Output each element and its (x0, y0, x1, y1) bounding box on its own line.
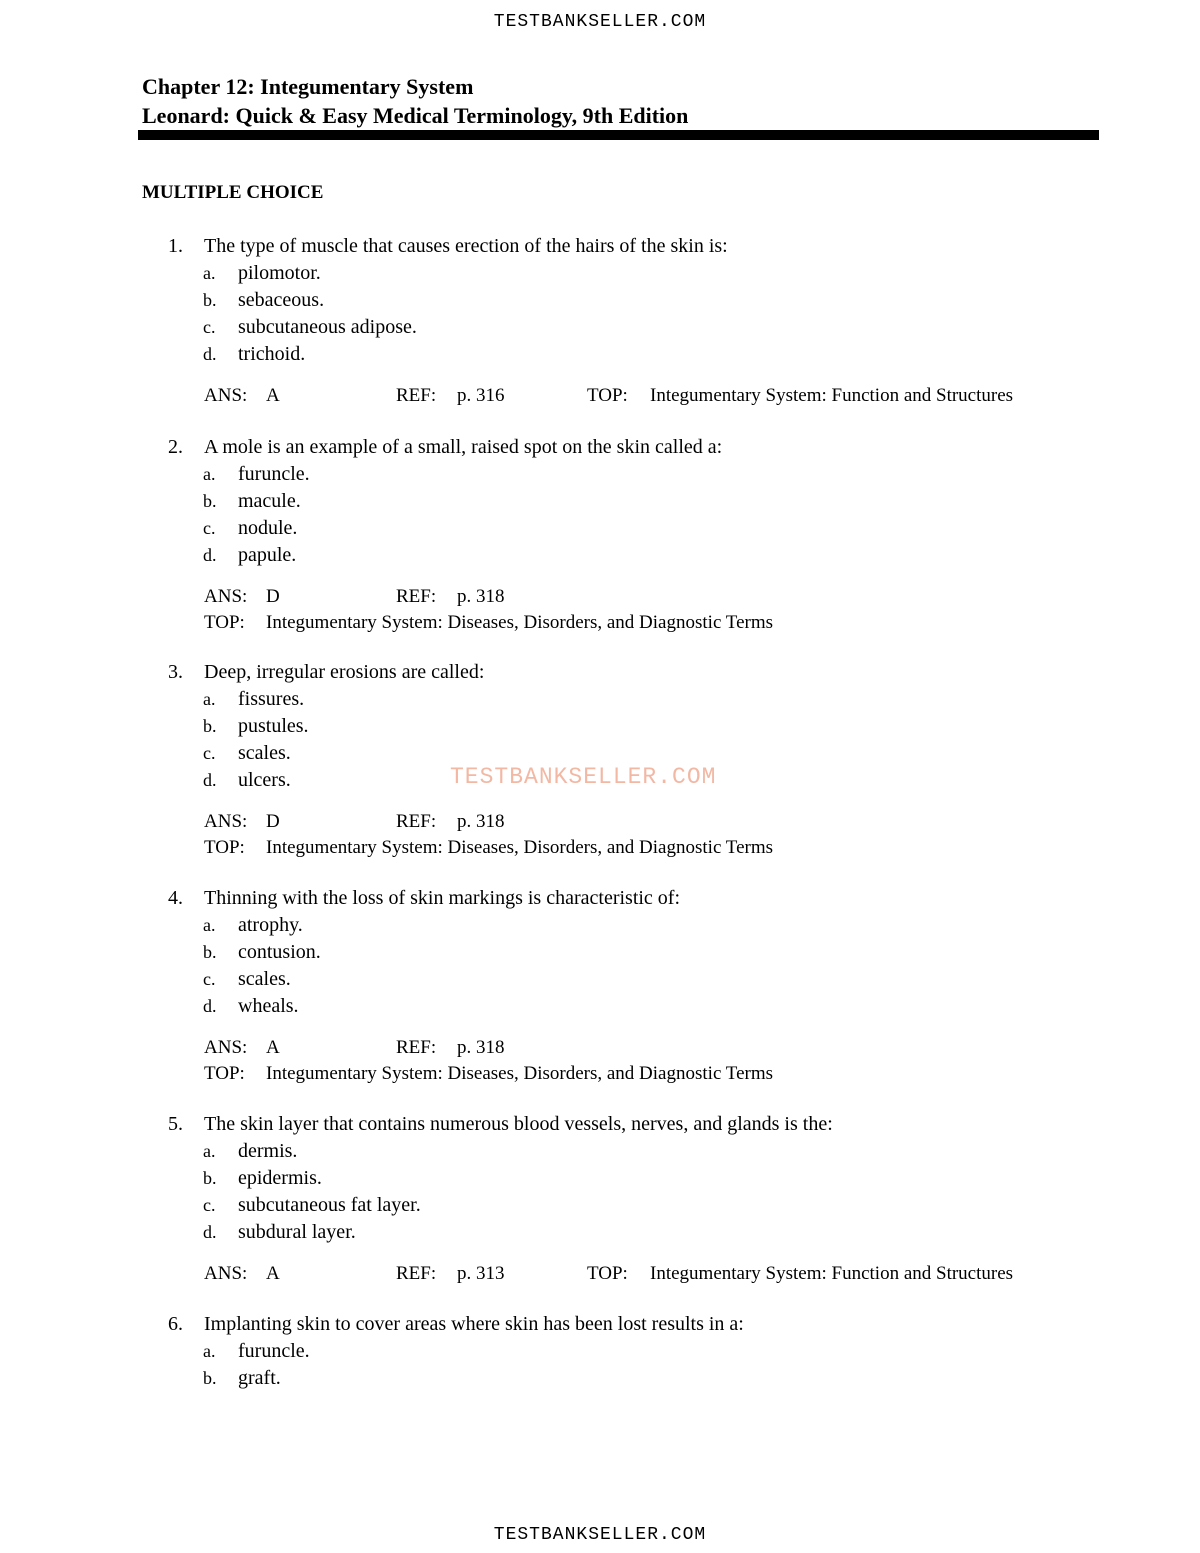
option-text: furuncle. (238, 463, 310, 485)
question-stem: A mole is an example of a small, raised spot on the skin called a: (204, 436, 723, 458)
answer-label: ANS: (204, 1037, 248, 1058)
question-number: 5. (168, 1113, 183, 1135)
option-letter: a. (203, 689, 216, 709)
option-text: pustules. (238, 715, 309, 737)
watermark-middle: TESTBANKSELLER.COM (450, 764, 717, 790)
question-number: 6. (168, 1313, 183, 1335)
option-text: fissures. (238, 688, 305, 710)
option-text: atrophy. (238, 914, 303, 936)
option-letter: a. (203, 464, 216, 484)
watermark-bottom: TESTBANKSELLER.COM (493, 1525, 707, 1545)
topic-value: Integumentary System: Function and Structures (650, 385, 1014, 406)
option-text: contusion. (238, 941, 321, 963)
reference-label: REF: (396, 1263, 437, 1284)
option-letter: a. (203, 263, 216, 283)
option-text: ulcers. (238, 769, 291, 791)
option-letter: d. (203, 1222, 217, 1242)
option-letter: a. (203, 915, 216, 935)
option-letter: b. (203, 942, 217, 962)
question-stem: Thinning with the loss of skin markings is characteristic of: (204, 887, 681, 909)
option-text: graft. (238, 1367, 281, 1389)
answer-metadata (0, 809, 1200, 861)
option-letter: c. (203, 518, 216, 538)
option-text: epidermis. (238, 1167, 322, 1189)
answer-metadata (0, 1035, 1200, 1087)
question-stem: Implanting skin to cover areas where skin has been lost results in a: (204, 1313, 744, 1335)
option-letter: b. (203, 1168, 217, 1188)
answer-value: D (266, 586, 280, 607)
book-title: Leonard: Quick & Easy Medical Terminology, 9th Edition (142, 103, 689, 128)
reference-label: REF: (396, 1037, 437, 1058)
option-text: dermis. (238, 1140, 298, 1162)
reference-value: p. 318 (457, 811, 505, 832)
answer-metadata (0, 584, 1200, 636)
option-text: subdural layer. (238, 1221, 356, 1243)
option-text: papule. (238, 544, 297, 566)
question-number: 2. (168, 436, 183, 458)
option-letter: d. (203, 545, 217, 565)
question-number: 4. (168, 887, 183, 909)
option-letter: b. (203, 716, 217, 736)
answer-value: A (266, 1263, 280, 1284)
option-text: pilomotor. (238, 262, 321, 284)
answer-value: A (266, 385, 280, 406)
question-number: 1. (168, 235, 183, 257)
chapter-title: Chapter 12: Integumentary System (142, 74, 474, 99)
topic-label: TOP: (587, 1263, 628, 1284)
topic-label: TOP: (204, 1063, 245, 1084)
question-stem: The type of muscle that causes erection of the hairs of the skin is: (204, 235, 728, 257)
option-text: subcutaneous fat layer. (238, 1194, 421, 1216)
answer-metadata (0, 383, 1200, 409)
answer-label: ANS: (204, 385, 248, 406)
section-heading: MULTIPLE CHOICE (142, 182, 324, 203)
watermark-top: TESTBANKSELLER.COM (493, 12, 707, 32)
topic-label: TOP: (587, 385, 628, 406)
answer-metadata (0, 1261, 1200, 1287)
option-text: macule. (238, 490, 301, 512)
option-letter: d. (203, 770, 217, 790)
reference-value: p. 316 (457, 385, 505, 406)
option-text: trichoid. (238, 343, 306, 365)
reference-value: p. 318 (457, 586, 505, 607)
option-letter: c. (203, 1195, 216, 1215)
question-number: 3. (168, 661, 183, 683)
topic-label: TOP: (204, 837, 245, 858)
answer-label: ANS: (204, 1263, 248, 1284)
option-letter: a. (203, 1341, 216, 1361)
answer-label: ANS: (204, 586, 248, 607)
option-text: scales. (238, 968, 291, 990)
option-letter: b. (203, 491, 217, 511)
option-text: furuncle. (238, 1340, 310, 1362)
option-text: nodule. (238, 517, 298, 539)
answer-value: D (266, 811, 280, 832)
answer-value: A (266, 1037, 280, 1058)
option-letter: d. (203, 996, 217, 1016)
question-stem: The skin layer that contains numerous blood vessels, nerves, and glands is the: (204, 1113, 833, 1135)
option-text: sebaceous. (238, 289, 325, 311)
reference-label: REF: (396, 811, 437, 832)
question-stem: Deep, irregular erosions are called: (204, 661, 485, 683)
option-letter: d. (203, 344, 217, 364)
topic-value: Integumentary System: Function and Structures (650, 1263, 1014, 1284)
option-letter: b. (203, 1368, 217, 1388)
option-letter: b. (203, 290, 217, 310)
option-text: subcutaneous adipose. (238, 316, 417, 338)
option-text: scales. (238, 742, 291, 764)
reference-value: p. 318 (457, 1037, 505, 1058)
option-letter: c. (203, 317, 216, 337)
option-letter: c. (203, 743, 216, 763)
option-letter: a. (203, 1141, 216, 1161)
topic-label: TOP: (204, 612, 245, 633)
reference-label: REF: (396, 586, 437, 607)
topic-value: Integumentary System: Diseases, Disorders, and Diagnostic Terms (266, 1063, 773, 1084)
reference-value: p. 313 (457, 1263, 505, 1284)
topic-value: Integumentary System: Diseases, Disorders, and Diagnostic Terms (266, 837, 773, 858)
topic-value: Integumentary System: Diseases, Disorders, and Diagnostic Terms (266, 612, 773, 633)
option-letter: c. (203, 969, 216, 989)
answer-label: ANS: (204, 811, 248, 832)
reference-label: REF: (396, 385, 437, 406)
option-text: wheals. (238, 995, 299, 1017)
